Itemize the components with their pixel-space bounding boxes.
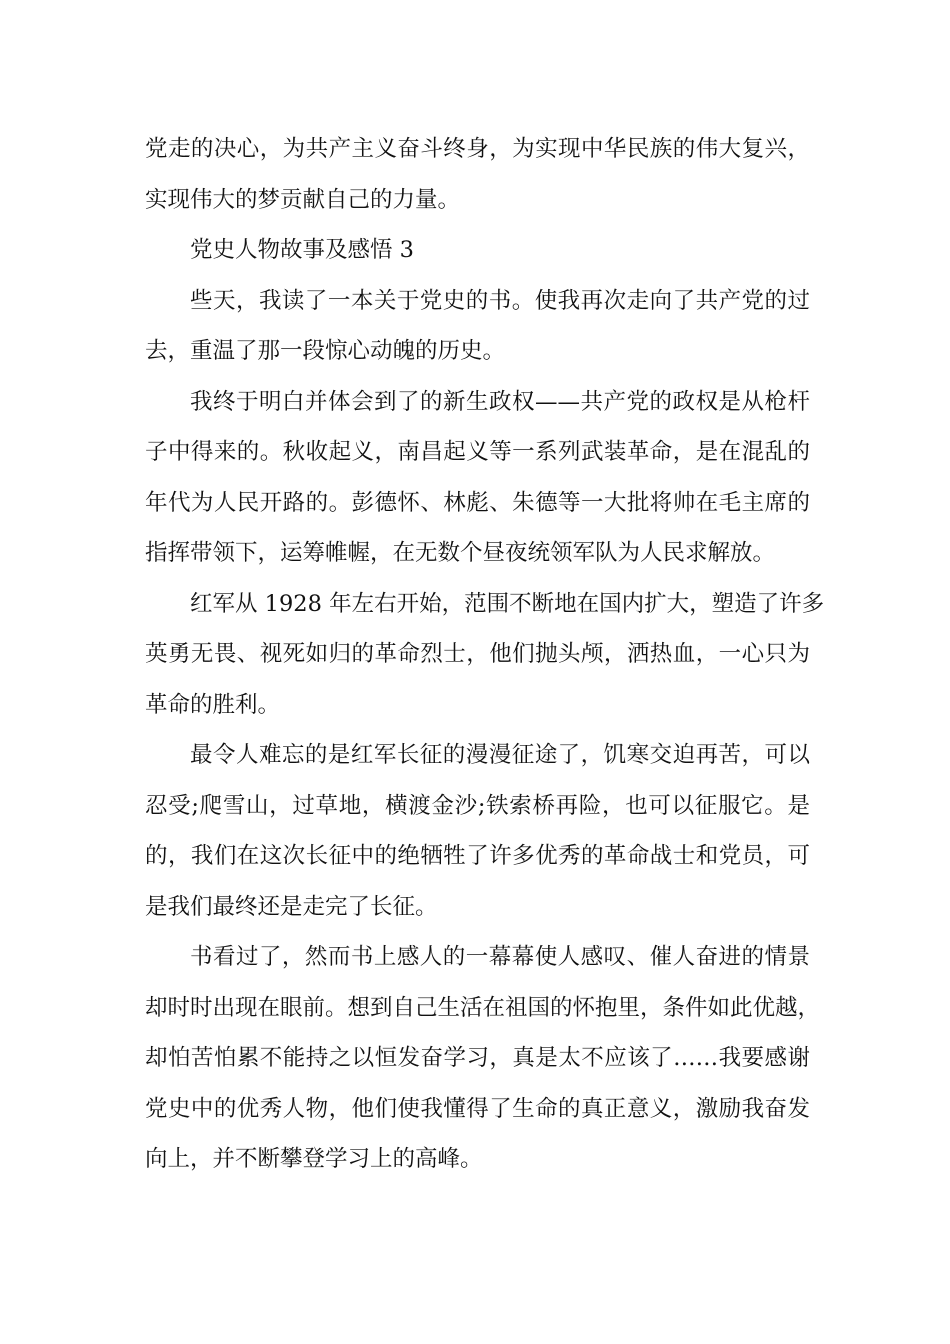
paragraph-line: 的，我们在这次长征中的绝牺牲了许多优秀的革命战士和党员，可 (145, 843, 810, 869)
paragraph-line: 却怕苦怕累不能持之以恒发奋学习，真是太不应该了……我要感谢 (145, 1045, 810, 1071)
paragraph-line: 我终于明白并体会到了的新生政权——共产党的政权是从枪杆 (190, 388, 810, 415)
paragraph-line: 年代为人民开路的。彭德怀、林彪、朱德等一大批将帅在毛主席的 (145, 489, 810, 516)
intro-line: 实现伟大的梦贡献自己的力量。 (145, 186, 461, 213)
paragraph-line: 却时时出现在眼前。想到自己生活在祖国的怀抱里，条件如此优越， (145, 994, 821, 1021)
paragraph-line: 革命的胜利。 (145, 691, 281, 718)
paragraph-line: 是我们最终还是走完了长征。 (145, 893, 438, 920)
paragraph-line: 书看过了，然而书上感人的一幕幕使人感叹、催人奋进的情景 (190, 944, 810, 970)
paragraph-line: 忍受;爬雪山，过草地，横渡金沙;铁索桥再险，也可以征服它。是 (145, 792, 810, 819)
paragraph-line: 去，重温了那一段惊心动魄的历史。 (145, 338, 506, 364)
paragraph-line: 红军从 1928 年左右开始，范围不断地在国内扩大，塑造了许多 (190, 590, 825, 617)
paragraph-line: 些天，我读了一本关于党史的书。使我再次走向了共产党的过 (190, 287, 810, 314)
paragraph-line: 向上，并不断攀登学习上的高峰。 (145, 1146, 483, 1172)
paragraph-line: 英勇无畏、视死如归的革命烈士，他们抛头颅，洒热血，一心只为 (145, 641, 810, 667)
paragraph-line: 指挥带领下，运筹帷幄，在无数个昼夜统领军队为人民求解放。 (145, 540, 776, 566)
intro-line: 党走的决心，为共产主义奋斗终身，为实现中华民族的伟大复兴， (145, 136, 810, 162)
document-body (145, 124, 825, 1185)
paragraph-line: 党史中的优秀人物，他们使我懂得了生命的真正意义，激励我奋发 (145, 1095, 810, 1122)
section-heading: 党史人物故事及感悟 3 (190, 237, 414, 263)
paragraph-line: 子中得来的。秋收起义，南昌起义等一系列武装革命，是在混乱的 (145, 439, 810, 465)
paragraph-line: 最令人难忘的是红军长征的漫漫征途了，饥寒交迫再苦，可以 (190, 742, 810, 768)
